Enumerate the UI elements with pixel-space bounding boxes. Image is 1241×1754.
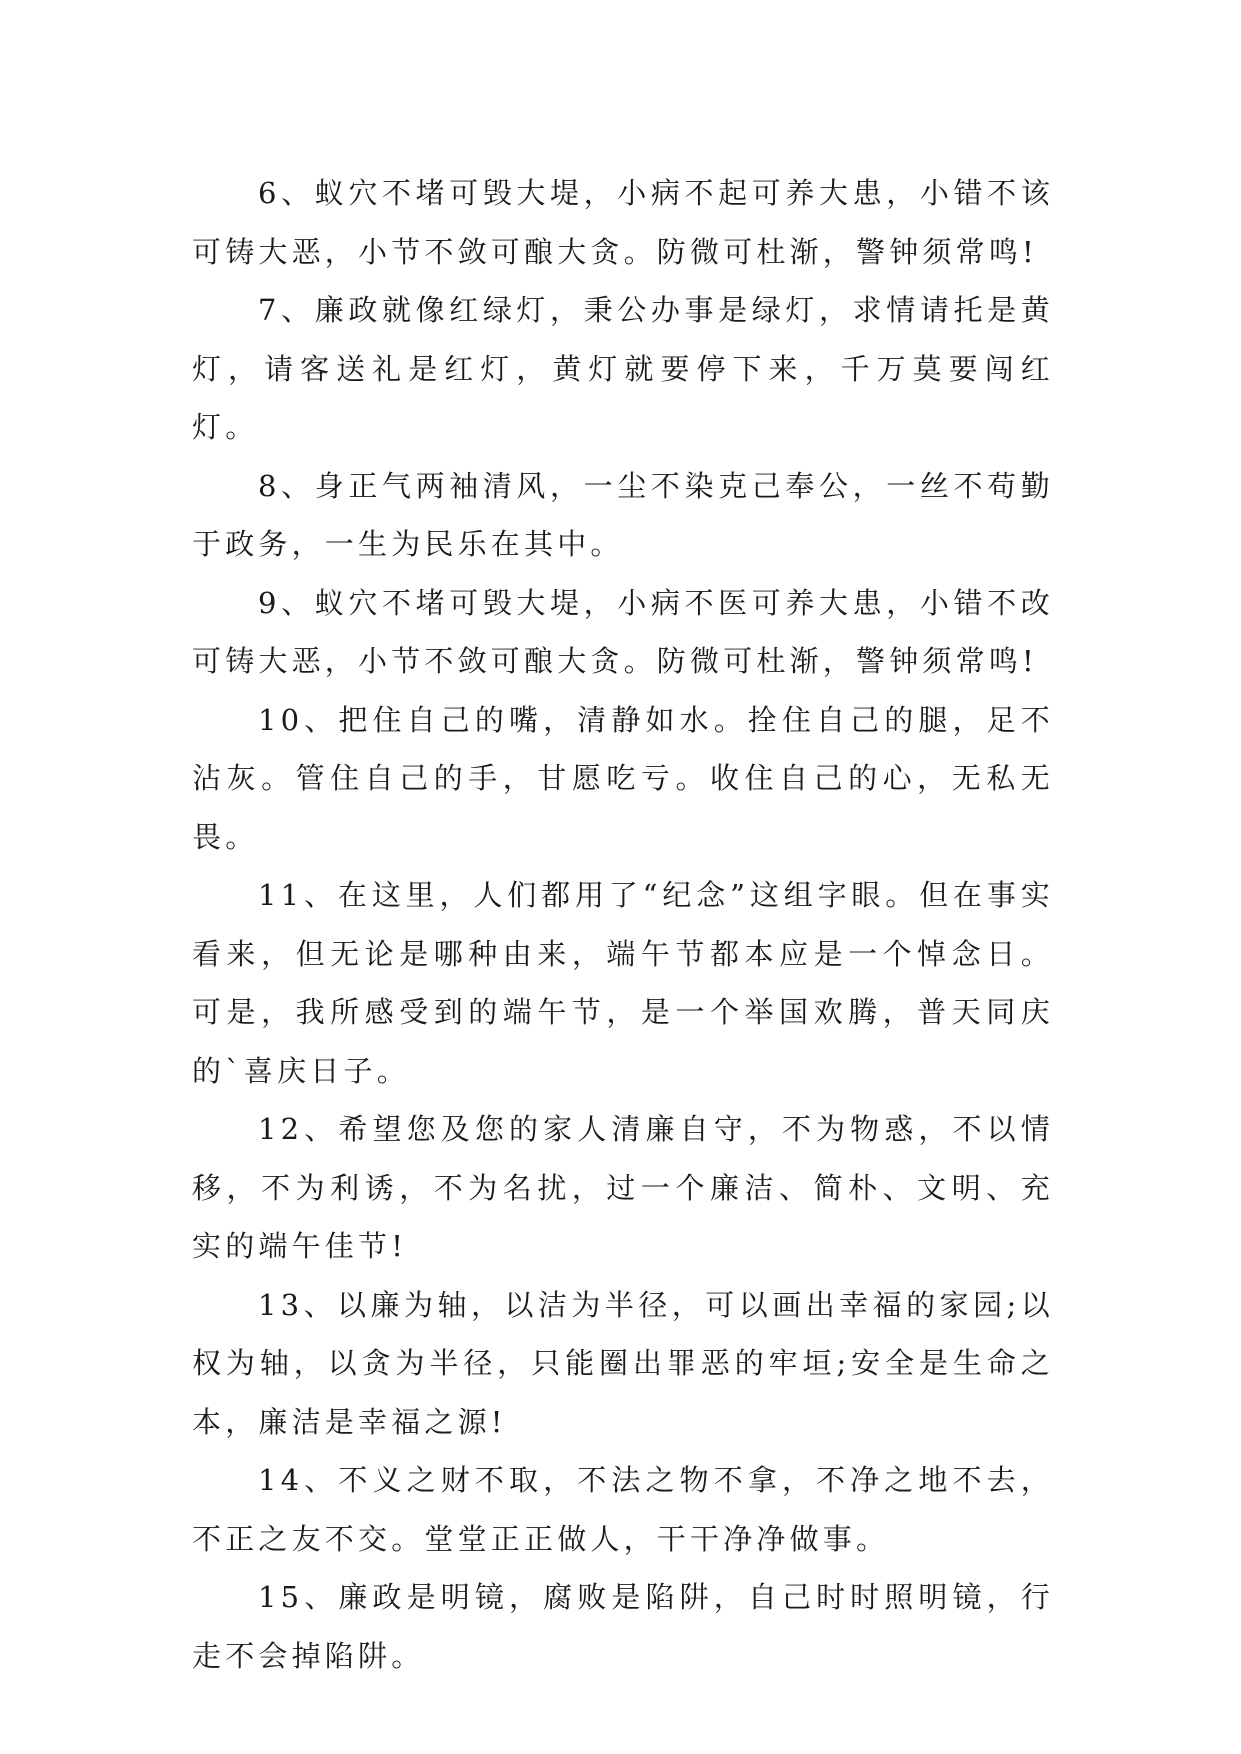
paragraph-14: 14、不义之财不取，不法之物不拿，不净之地不去，不正之友不交。堂堂正正做人，干干净净做事。 — [192, 1463, 1054, 1556]
paragraph-11: 11、在这里，人们都用了“纪念”这组字眼。但在事实看来，但无论是哪种由来，端午节都本应是一个悼念日。可是，我所感受到的端午节，是一个举国欢腾，普天同庆的`喜庆日子。 — [192, 878, 1054, 1088]
paragraph-13: 13、以廉为轴，以洁为半径，可以画出幸福的家园;以权为轴，以贪为半径，只能圈出罪恶的牢垣;安全是生命之本，廉洁是幸福之源! — [192, 1287, 1054, 1439]
paragraph-7: 7、廉政就像红绿灯，秉公办事是绿灯，求情请托是黄灯，请客送礼是红灯，黄灯就要停下来，千万莫要闯红灯。 — [192, 293, 1054, 444]
paragraph-10: 10、把住自己的嘴，清静如水。拴住自己的腿，足不沾灰。管住自己的手，甘愿吃亏。收住自己的心，无私无畏。 — [192, 702, 1054, 854]
paragraph-9: 9、蚁穴不堵可毁大堤，小病不医可养大患，小错不改可铸大恶，小节不敛可酿大贪。防微可杜渐，警钟须常鸣! — [192, 585, 1054, 678]
document-body — [192, 164, 1054, 1685]
paragraph-12: 12、希望您及您的家人清廉自守，不为物惑，不以情移，不为利诱，不为名扰，过一个廉洁、简朴、文明、充实的端午佳节! — [192, 1112, 1054, 1263]
paragraph-6: 6、蚁穴不堵可毁大堤，小病不起可养大患，小错不该可铸大恶，小节不敛可酿大贪。防微可杜渐，警钟须常鸣! — [192, 176, 1054, 269]
paragraph-15: 15、廉政是明镜，腐败是陷阱，自己时时照明镜，行走不会掉陷阱。 — [192, 1580, 1054, 1673]
paragraph-8: 8、身正气两袖清风，一尘不染克己奉公，一丝不苟勤于政务，一生为民乐在其中。 — [192, 468, 1054, 561]
